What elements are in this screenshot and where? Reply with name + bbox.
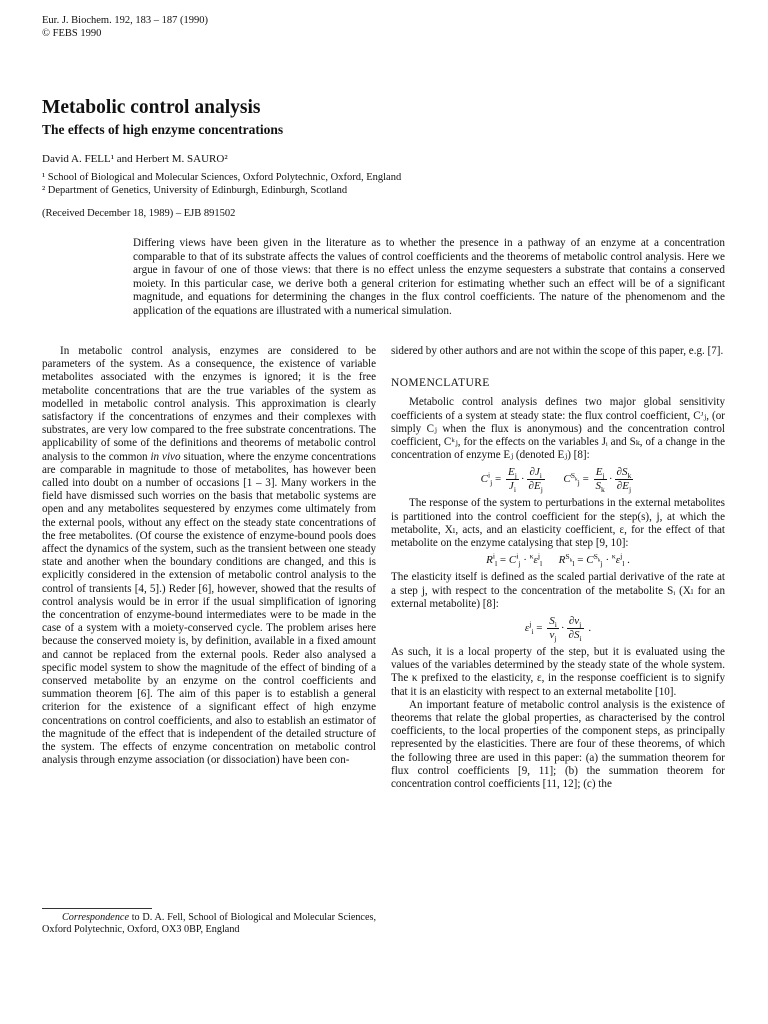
affiliation-2: ² Department of Genetics, University of Edinburgh, Edinburgh, Scotland (42, 184, 348, 196)
intro-paragraph: In metabolic control analysis, enzymes are considered to be parameters of the system. As a consequence, the existence of variable metabolites associated with the enzymes is ignored; it is the free metabolite concentrations that are the true variables of the system as modelled in metabolic control analysis. This approximation is clearly satisfactory if the concentrations of enzymes and their complexes with substrates, are very low compared to the free substrate concentrations. The applicability of some of the definitions and theorems of metabolic control analysis to the common in vivo situation, where the enzyme concentrations are comparable in magnitude to those of metabolites, has however been called into doubt on a number of occasions [1 – 3]. Many workers in the field have dismissed such worries on the basis that metabolic systems are open and any metabolites sequestered by enzymes come ultimately from the external pools, without any effect on the steady state concentrations of the free metabolites. (Of course the existence of enzyme-bound pools does affect the dynamics of the system, such as the transient between one steady state and another when the boundary conditions are changed, and this is explicitly considered in the extension of metabolic control analysis to the control of transients [4, 5].) Reder [6], however, showed that the results of control analysis would be in error if the usual simplification of ignoring the concentration of enzyme-bound intermediates were to be made in the case of a system with a moiety-conserved cycle. The problem arises here because the conserved moiety is, by definition, available in a fixed amount and cannot be replaced from the external pools. Reder also analysed a specific model system to show the magnitude of the effect of binding of a conserved metabolite by an enzyme on the control coefficients and summation theorem [6]. The aim of this paper is to establish a general criterion for the existence of a significant effect of high enzyme concentrations on control coefficients, and also to establish an estimator of the magnitude of the effect that is independent of the detailed structure of the system. The effects of enzyme concentration on metabolic control analysis through enzyme association (or dissociation) have been con- (42, 345, 376, 767)
nomenclature-paragraph-4: As such, it is a local property of the step, but it is evaluated using the values of the variables determined by the steady state of the whole system. The κ prefixed to the elasticity, ε, in the response coefficient is to signify that it is an elasticity with respect to an external metabolite [10]. (391, 646, 725, 698)
correspondence-footnote: Correspondence to D. A. Fell, School of Biological and Molecular Sciences, Oxford Polytechnic, Oxford, OX3 0BP, England (42, 912, 376, 935)
footnote-rule (42, 908, 152, 909)
affiliations (42, 172, 401, 197)
journal-header (42, 14, 208, 40)
affiliation-1: ¹ School of Biological and Molecular Sciences, Oxford Polytechnic, Oxford, England (42, 172, 402, 183)
article-title: Metabolic control analysis (42, 97, 261, 118)
copyright-line: © FEBS 1990 (42, 28, 102, 39)
right-column (391, 345, 725, 791)
nomenclature-paragraph-1: Metabolic control analysis defines two major global sensitivity coefficients of a system at steady state: the flux control coefficient, Cᴶⱼ, (or simply Cⱼ when the flux is anonymous) and the concentration control coefficient, Cᵏⱼ, for the effects on the variables Jᵢ and Sₖ, of a change in the concentration of enzyme Eⱼ (denoted Eⱼ) [8]: (391, 396, 725, 462)
nomenclature-paragraph-2: The response of the system to perturbations in the external metabolites is partitioned into the control coefficient for the step(s), j, at which the metabolite, Xₗ, acts, and an elasticity coefficient, ε, for the effect of that metabolite on the enzyme catalysing that step [9, 10]: (391, 497, 725, 550)
nomenclature-paragraph-3: The elasticity itself is defined as the scaled partial derivative of the rate at a step j, with respect to the concentration of the metabolite Sᵢ (Xₗ for an external metabolite) [8]: (391, 571, 725, 610)
author-list: David A. FELL¹ and Herbert M. SAURO² (42, 153, 228, 165)
continuation-paragraph: sidered by other authors and are not within the scope of this paper, e.g. [7]. (391, 345, 724, 357)
left-column (42, 345, 376, 768)
section-heading-nomenclature: NOMENCLATURE (391, 377, 490, 390)
nomenclature-paragraph-5: An important feature of metabolic control analysis is the existence of theorems that relate the global properties, as characterised by the control coefficients, to the local properties of the component steps, as principally represented by the elasticities. There are four of these theorems, of which the following three are used in this paper: (a) the summation theorem for flux control coefficients [9, 11]; (b) the summation theorem for concentration control coefficients [11, 12]; (c) the (391, 698, 725, 791)
equation-response-coefficients: $R^i_l = C^i_j \cdot ^\kappa\varepsilon^j_l$ $R^{S_k}_l = C^{S_k}_j \cdot ^\kappa\varepsilon^j_l$ . (486, 551, 630, 569)
article-subtitle: The effects of high enzyme concentrations (42, 122, 284, 137)
abstract: Differing views have been given in the literature as to whether the presence in a pathway of an enzyme at a concentration comparable to that of its substrate affects the values of control coefficients and the theorems of metabolic control analysis. Here we argue in favour of one of those views: that there is no effect unless the enzyme sequesters a substrate that contains a conserved moiety. In this particular case, we derive both a general criterion for estimating whether such an effect will be of a significant magnitude, and equations for determining the changes in the flux control coefficients. The nature of the phenomenom and the application of the equations are illustrated with a numerical simulation. (133, 237, 725, 317)
journal-citation: Eur. J. Biochem. 192, 183 – 187 (1990) (42, 15, 208, 26)
equation-elasticity: $\varepsilon^j_i$ = $\frac{S_i}{v_j}$ · $\frac{\partial v_j}{\partial S_i}$ . (524, 615, 592, 644)
received-date: (Received December 18, 1989) – EJB 891502 (42, 208, 236, 219)
equation-control-coefficients: $C^i_j$ = $\frac{E_j}{J_i}$ · $\frac{\partial J_i}{\partial E_j}$ $C^{S_k}_j$ = $\frac{E_j}{S_k}$ · $\frac{\partial S_k}{\partial E_j}$ (480, 466, 632, 495)
